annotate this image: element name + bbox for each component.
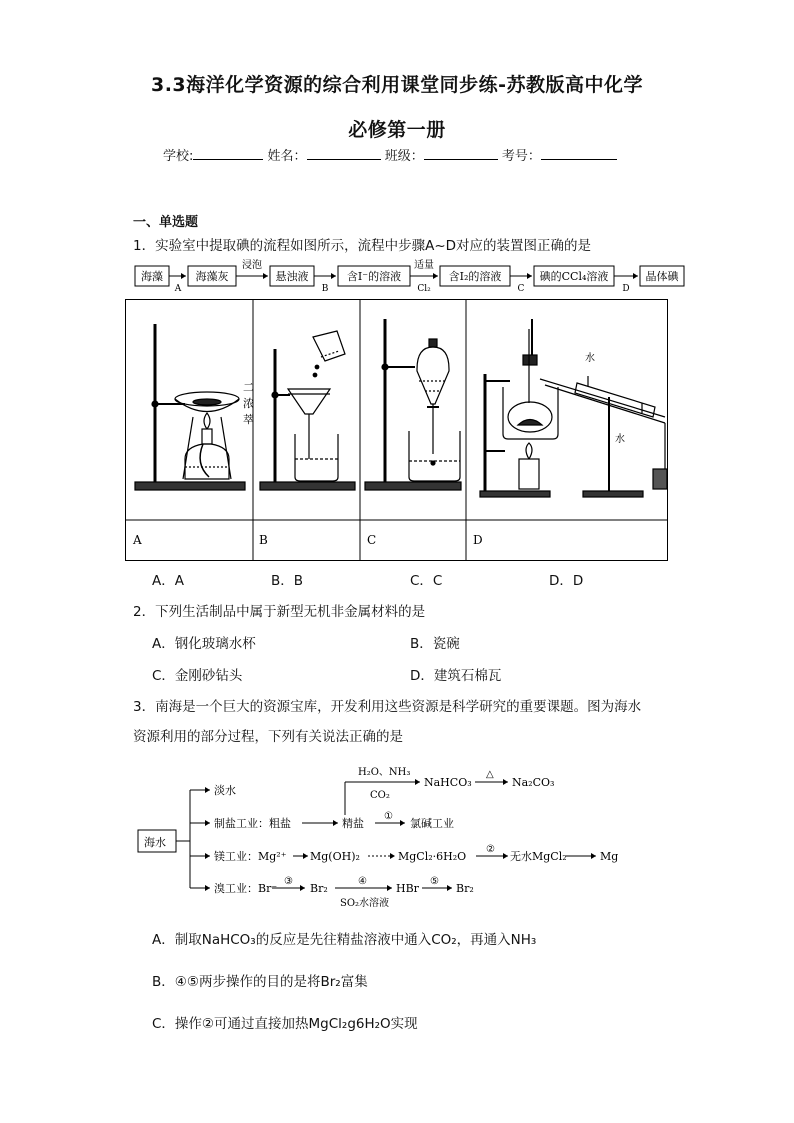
q2-option-c[interactable]: C．金刚砂钻头 — [152, 668, 243, 684]
panel-label-b: B — [259, 533, 268, 547]
panel-a-side-text: 二 — [243, 381, 254, 394]
q1-option-c[interactable]: C．C — [410, 573, 443, 589]
water-in-label: 水 — [615, 434, 625, 445]
anhydrous-mgcl2-label: 无水MgCl₂ — [510, 850, 567, 863]
section-title: 一、单选题 — [133, 215, 199, 230]
nahco3-label: NaHCO₃ — [424, 776, 472, 789]
q3-option-a[interactable]: A．制取NaHCO₃的反应是先往精盐溶液中通入CO₂，再通入NH₃ — [152, 932, 537, 948]
panel-a-side-text: 浓 — [243, 397, 254, 410]
q1-option-b[interactable]: B．B — [271, 573, 304, 589]
flow-step-label: Cl₂ — [417, 284, 431, 294]
flow-box-label: 含I₂的溶液 — [448, 270, 502, 283]
number-label: 考号： — [501, 149, 541, 164]
step-5-label: ⑤ — [430, 876, 439, 887]
panel-label-c: C — [367, 533, 377, 547]
mg-label: Mg — [600, 850, 619, 863]
q3-option-b[interactable]: B．④⑤两步操作的目的是将Br₂富集 — [152, 974, 368, 990]
q1-apparatus-table — [125, 299, 668, 561]
q3-stem-line2: 资源利用的部分过程，下列有关说法正确的是 — [133, 729, 403, 745]
number-blank[interactable] — [541, 147, 617, 160]
step-3-label: ③ — [284, 876, 293, 887]
br2-label: Br₂ — [310, 882, 328, 895]
panel-a-side-text: 萃 — [243, 413, 254, 426]
q2-option-b[interactable]: B．瓷碗 — [410, 636, 460, 652]
water-out-label: 水 — [585, 353, 595, 364]
q1-option-a[interactable]: A．A — [152, 573, 184, 589]
flow-box-label: 海藻 — [141, 270, 163, 283]
q2-option-d[interactable]: D．建筑石棉瓦 — [410, 668, 502, 684]
flow-step-label: D — [622, 284, 630, 294]
q3-stem-line1: 3．南海是一个巨大的资源宝库，开发利用这些资源是科学研究的重要课题。图为海水 — [133, 699, 642, 715]
q3-seawater-diagram — [130, 760, 650, 910]
q1-flow-diagram — [130, 258, 690, 296]
flow-step-label: B — [321, 284, 329, 294]
seawater-label: 海水 — [144, 836, 166, 849]
class-label: 班级： — [384, 149, 424, 164]
apparatus-a-evaporation — [135, 324, 245, 490]
step-1-label: ① — [384, 811, 393, 822]
school-label: 学校: — [163, 149, 194, 164]
step-2-label: ② — [486, 844, 495, 855]
chlor-alkali-label: 氯碱工业 — [410, 817, 454, 830]
q2-stem: 2．下列生活制品中属于新型无机非金属材料的是 — [133, 604, 426, 620]
na2co3-label: Na₂CO₃ — [512, 776, 555, 789]
flow-box-label: 海藻灰 — [195, 270, 229, 283]
student-info-row — [163, 145, 617, 164]
br2-final-label: Br₂ — [456, 882, 474, 895]
mgoh2-label: Mg(OH)₂ — [310, 850, 360, 863]
school-blank[interactable] — [193, 147, 263, 160]
name-label: 姓名： — [267, 149, 307, 164]
apparatus-b-filtration — [260, 331, 355, 490]
panel-label-a: A — [133, 533, 142, 547]
heat-label: △ — [486, 769, 494, 780]
q2-option-a[interactable]: A．钢化玻璃水杯 — [152, 636, 256, 652]
flow-step-top: 浸泡 — [242, 260, 262, 271]
page-title: 3.3海洋化学资源的综合利用课堂同步练-苏教版高中化学 — [150, 74, 644, 96]
br-industry-label: 溴工业：Br⁻ — [214, 882, 278, 895]
name-blank[interactable] — [307, 147, 381, 160]
q3-option-c[interactable]: C．操作②可通过直接加热MgCl₂g6H₂O实现 — [152, 1016, 418, 1032]
flow-step-label: A — [174, 284, 182, 294]
so2-solution-label: SO₂水溶液 — [340, 898, 390, 909]
fresh-water-label: 淡水 — [214, 784, 236, 797]
h2o-nh3-label: H₂O、NH₃ — [358, 767, 411, 778]
mgcl2-hydrate-label: MgCl₂·6H₂O — [398, 850, 467, 863]
page-subtitle: 必修第一册 — [348, 119, 446, 141]
flow-box-label: 含I⁻的溶液 — [346, 270, 402, 283]
salt-industry-label: 制盐工业：粗盐 — [214, 817, 291, 830]
apparatus-c-separatory-funnel — [365, 319, 461, 490]
flow-step-label: C — [517, 284, 525, 294]
flow-box-label: 碘的CCl₄溶液 — [539, 270, 609, 283]
refined-salt-label: 精盐 — [342, 817, 364, 830]
flow-box-label: 晶体碘 — [645, 270, 679, 283]
class-blank[interactable] — [424, 147, 498, 160]
panel-label-d: D — [473, 533, 483, 547]
mg-industry-label: 镁工业：Mg²⁺ — [214, 850, 287, 863]
flow-box-label: 悬浊液 — [275, 270, 309, 283]
step-4-label: ④ — [358, 876, 367, 887]
apparatus-d-distillation — [480, 319, 667, 497]
flow-step-top: 适量 — [414, 260, 434, 271]
hbr-label: HBr — [396, 882, 419, 895]
q1-stem: 1．实验室中提取碘的流程如图所示，流程中步骤A~D对应的装置图正确的是 — [133, 238, 592, 254]
q1-option-d[interactable]: D．D — [549, 573, 584, 589]
co2-label: CO₂ — [370, 790, 390, 801]
